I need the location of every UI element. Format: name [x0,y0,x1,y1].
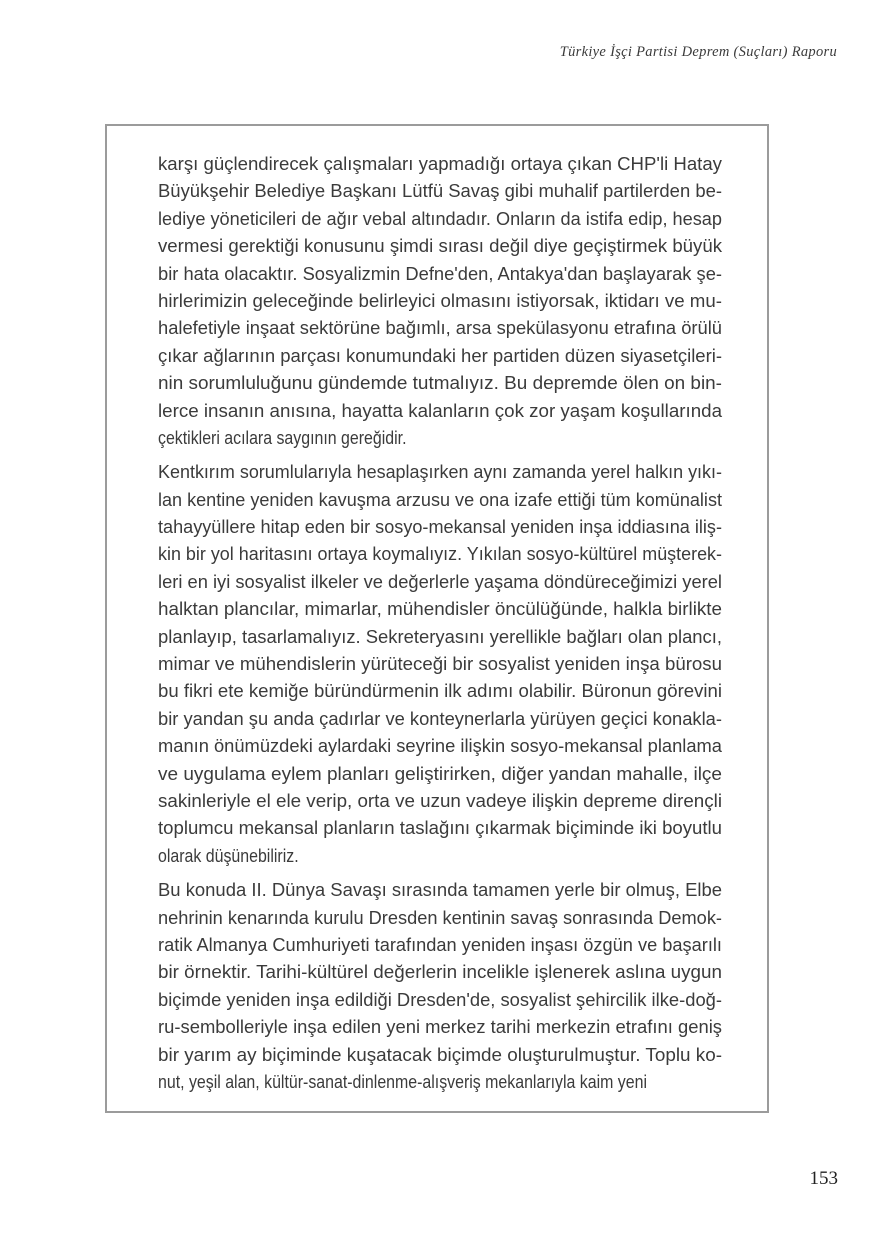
text-line: ratik Almanya Cumhuriyeti tarafından yeniden inşası özgün ve başarılı [158,933,722,955]
text-line: vermesi gerektiği konusunu şimdi sırası değil diye geçiştirmek büyük [158,235,722,257]
text-line: nehrinin kenarında kurulu Dresden kentinin savaş sonrasında Demok- [158,906,722,928]
text-line: halefetiyle inşaat sektörüne bağımlı, arsa spekülasyonu etrafına örülü [158,317,722,339]
text-line: sakinleriyle el ele verip, orta ve uzun vadeye ilişkin depreme dirençli [158,789,722,811]
text-frame [105,124,769,1113]
text-line: tahayyüllere hitap eden bir sosyo-mekansal yeniden inşa iddiasına iliş- [158,516,722,538]
text-line: nut, yeşil alan, kültür-sanat-dinlenme-alışveriş mekanlarıyla kaim yeni [158,1070,648,1092]
text-line: lediye yöneticileri de ağır vebal altındadır. Onların da istifa edip, hesap [158,207,722,229]
text-line: çektikleri acılara saygının gereğidir. [158,426,407,448]
page-number: 153 [809,1168,838,1189]
text-line: ru-sembolleriyle inşa edilen yeni merkez tarihi merkezin etrafını geniş [158,1016,722,1038]
text-line: halktan plancılar, mimarlar, mühendisler öncülüğünde, halkla birlikte [158,598,722,620]
text-line: bir yarım ay biçiminde kuşatacak biçimde oluşturulmuştur. Toplu ko- [158,1043,722,1065]
text-line: Büyükşehir Belediye Başkanı Lütfü Savaş gibi muhalif partilerden be- [158,180,722,202]
text-column [158,150,722,1095]
text-line: leri en iyi sosyalist ilkeler ve değerlerle yaşama döndüreceğimizi yerel [158,570,722,592]
text-line: toplumcu mekansal planların taslağını çıkarmak biçiminde iki boyutlu [158,817,722,839]
text-line: kin bir yol haritasını ortaya koymalıyız. Yıkılan sosyo-kültürel müşterek- [158,543,722,565]
text-line: bir yandan şu anda çadırlar ve konteynerlarla yürüyen geçici konakla- [158,707,722,729]
text-line: nin sorumluluğunu gündemde tutmalıyız. Bu depremde ölen on bin- [158,372,723,394]
text-line: lan kentine yeniden kavuşma arzusu ve ona izafe ettiği tüm komünalist [158,488,722,510]
text-line: biçimde yeniden inşa edildiği Dresden'de, sosyalist şehircilik ilke-doğ- [158,988,722,1010]
paragraph [158,150,722,451]
text-line: ve uygulama eylem planları geliştirirken, diğer yandan mahalle, ilçe [158,762,722,784]
text-line: bir örnektir. Tarihi-kültürel değerlerin incelikle işlenerek aslına uygun [158,961,722,983]
text-line: hirlerimizin geleceğinde belirleyici olmasını istiyorsak, iktidarı ve mu- [158,289,722,311]
text-line: Bu konuda II. Dünya Savaşı sırasında tamamen yerle bir olmuş, Elbe [158,879,722,901]
text-line: karşı güçlendirecek çalışmaları yapmadığı ortaya çıkan CHP'li Hatay [158,153,722,174]
text-line: bu fikri ete kemiğe büründürmenin ilk adımı olabilir. Büronun görevini [158,680,722,702]
paragraph [158,876,722,1095]
text-line: mimar ve mühendislerin yürüteceği bir sosyalist yeniden inşa bürosu [158,653,722,675]
text-line: Kentkırım sorumlularıyla hesaplaşırken aynı zamanda yerel halkın yıkı- [158,461,722,483]
text-line: çıkar ağlarının parçası konumundaki her partiden düzen siyasetçileri- [158,344,722,366]
text-line: planlayıp, tasarlamalıyız. Sekreteryasını yerellikle bağları olan plancı, [158,625,722,647]
running-header: Türkiye İşçi Partisi Deprem (Suçları) Raporu [559,44,837,60]
paragraph [158,458,722,869]
text-line: manın önümüzdeki aylardaki seyrine ilişkin sosyo-mekansal planlama [158,735,722,757]
text-line: bir hata olacaktır. Sosyalizmin Defne'den, Antakya'dan başlayarak şe- [158,262,722,284]
text-line: lerce insanın anısına, hayatta kalanların çok zor yaşam koşullarında [158,399,722,421]
text-line: olarak düşünebiliriz. [158,844,299,866]
